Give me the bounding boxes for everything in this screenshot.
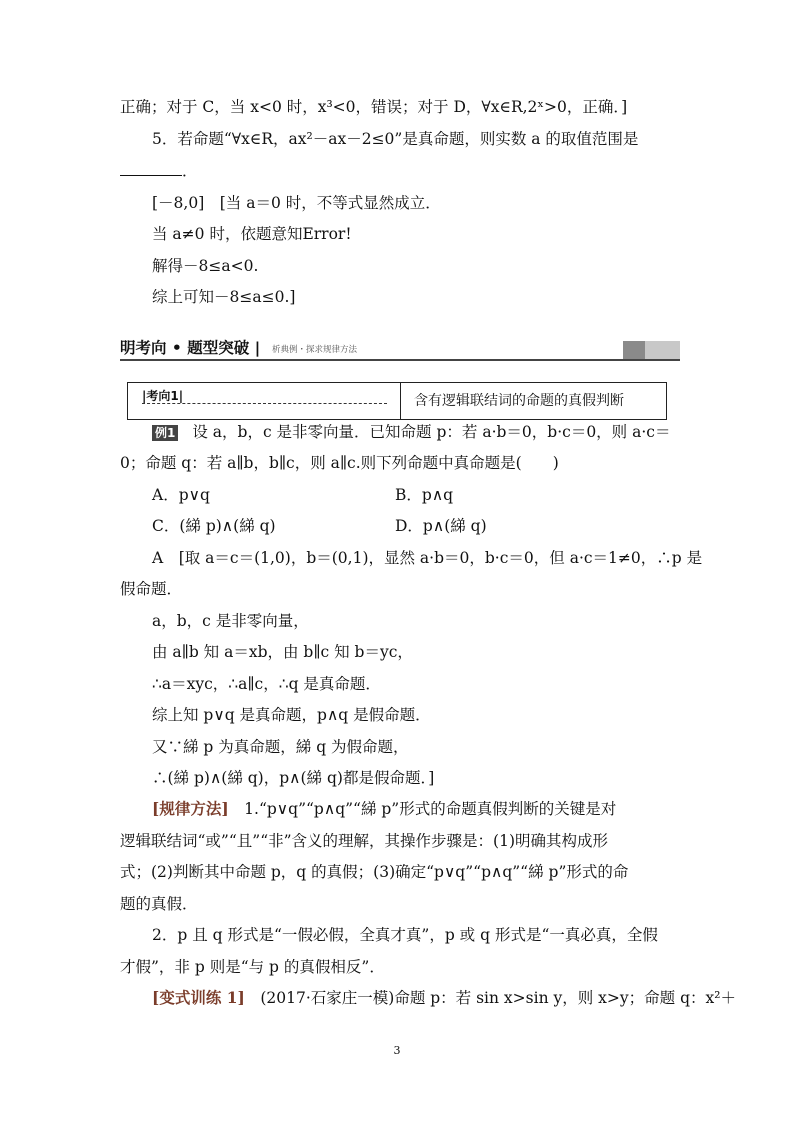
example-question xyxy=(152,422,670,442)
section-title: 明考向 • 题型突破 | xyxy=(120,339,261,357)
decor-block xyxy=(645,341,680,359)
answer-blank xyxy=(120,161,182,176)
option-d: D．p∧(綈 q) xyxy=(395,517,487,535)
topic-title: 含有逻辑联结词的命题的真假判断 xyxy=(414,393,624,409)
example-badge: 例1 xyxy=(152,425,178,441)
solution-line: a，b，c 是非零向量， xyxy=(152,612,309,630)
solution-line: ∴a＝xyc，∴a∥c，∴q 是真命题． xyxy=(152,675,381,693)
blank-period: ． xyxy=(182,162,198,180)
method-line xyxy=(152,799,616,819)
solution-line: A [取 a＝c＝(1,0)，b＝(0,1)，显然 a·b＝0，b·c＝0，但 a·c＝1≠0，∴p 是 xyxy=(152,549,703,567)
option-c: C．(綈 p)∧(綈 q) xyxy=(152,517,276,535)
solution-line: [－8,0] [当 a＝0 时，不等式显然成立． xyxy=(152,194,441,212)
method-text: 1.“p∨q”“p∧q”“綈 p”形式的命题真假判断的关键是对 xyxy=(228,800,617,818)
method-line: 式；(2)判断其中命题 p，q 的真假；(3)确定“p∨q”“p∧q”“綈 p”形式的命 xyxy=(120,863,629,881)
solution-line: 解得－8≤a<0. xyxy=(152,257,259,275)
variant-label: [变式训练 1] xyxy=(152,988,245,1007)
topic-box xyxy=(127,382,667,420)
solution-line: 综上可知－8≤a≤0.] xyxy=(152,288,296,306)
example-question: 0；命题 q：若 a∥b，b∥c，则 a∥c.则下列命题中真命题是( ) xyxy=(120,454,559,472)
decor-block xyxy=(623,341,645,359)
example-text: 设 a，b，c 是非零向量．已知命题 p：若 a·b＝0，b·c＝0，则 a·c＝ xyxy=(192,423,671,441)
answer-blank-line xyxy=(120,161,198,181)
section-rule xyxy=(120,359,680,361)
method-line: 2．p 且 q 形式是“一假必假，全真才真”，p 或 q 形式是“一真必真，全假 xyxy=(152,926,658,944)
section-header xyxy=(120,337,680,361)
variant-text: (2017·石家庄一模)命题 p：若 sin x>sin y，则 x>y；命题 q：x²＋ xyxy=(244,989,736,1007)
solution-line: 由 a∥b 知 a＝xb，由 b∥c 知 b＝yc， xyxy=(152,643,413,661)
solution-line: 综上知 p∨q 是真命题，p∧q 是假命题． xyxy=(152,706,431,724)
solution-line: 当 a≠0 时，依题意知Error! xyxy=(152,225,352,243)
text-line: 正确；对于 C，当 x<0 时，x³<0，错误；对于 D，∀x∈R,2ˣ>0，正确．] xyxy=(120,98,628,116)
topic-tag-cell xyxy=(128,383,401,419)
solution-line: 假命题． xyxy=(120,580,183,598)
topic-tag: |考向1| xyxy=(142,389,184,403)
solution-line: ∴(綈 p)∧(綈 q)，p∧(綈 q)都是假命题．] xyxy=(152,769,435,787)
solution-line: 又∵綈 p 为真命题，綈 q 为假命题， xyxy=(152,738,409,756)
method-line: 逻辑联结词“或”“且”“非”含义的理解，其操作步骤是：(1)明确其构成形 xyxy=(120,832,609,850)
method-line: 题的真假． xyxy=(120,895,198,913)
variant-line xyxy=(152,988,736,1008)
method-label: [规律方法] xyxy=(152,799,229,818)
dashed-line xyxy=(142,403,387,404)
method-line: 才假”，非 p 则是“与 p 的真假相反”． xyxy=(120,958,385,976)
page-number: 3 xyxy=(393,1044,401,1057)
question-5: 5．若命题“∀x∈R，ax²－ax－2≤0”是真命题，则实数 a 的取值范围是 xyxy=(152,130,639,148)
section-subtitle: 析典例・探求规律方法 xyxy=(272,345,358,355)
option-b: B．p∧q xyxy=(395,486,454,504)
option-a: A．p∨q xyxy=(152,486,210,504)
